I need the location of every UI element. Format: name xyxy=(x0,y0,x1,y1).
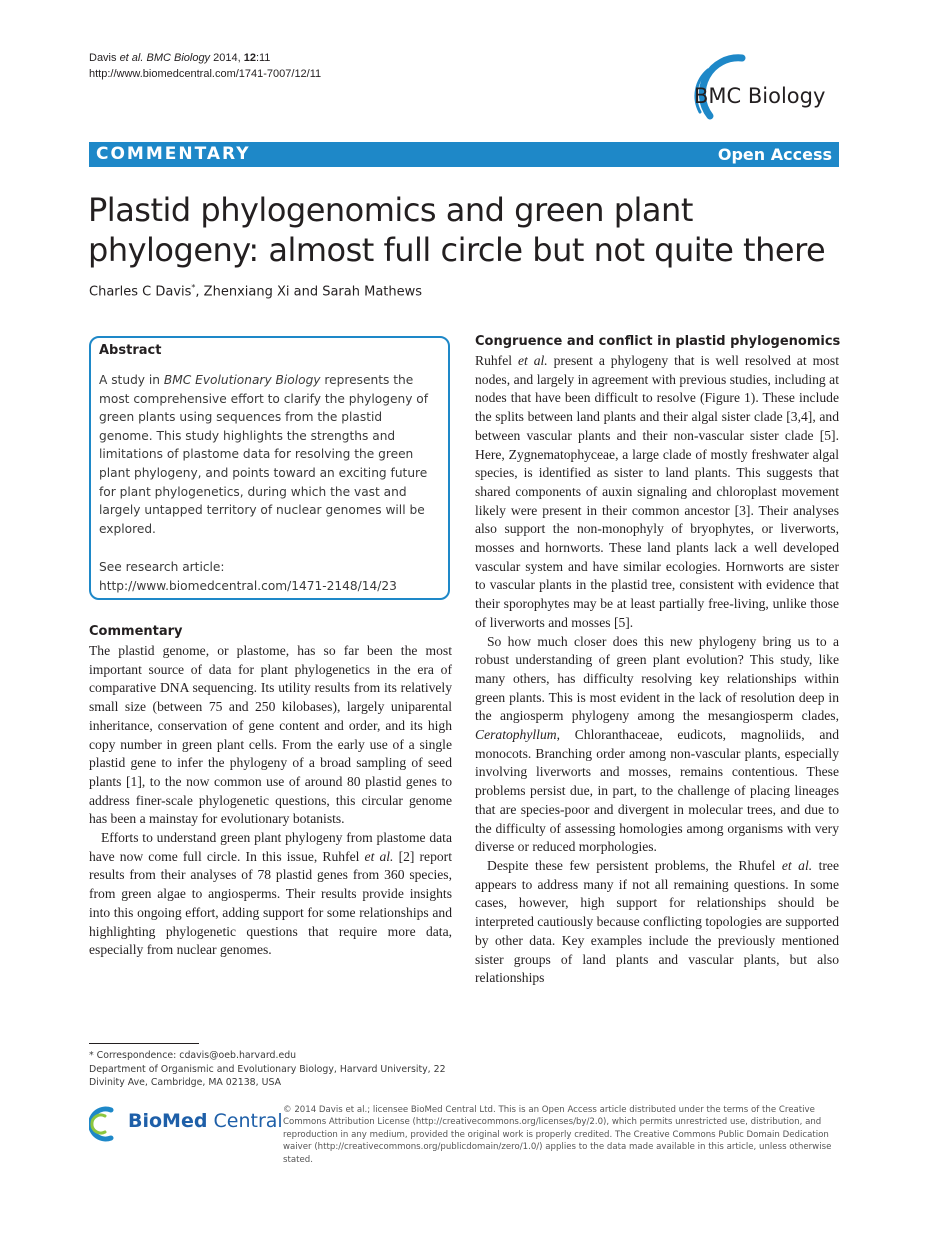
open-access-label: Open Access xyxy=(717,145,832,164)
commentary-body xyxy=(89,642,452,960)
footnote-divider xyxy=(89,1043,199,1044)
author-affiliation: Department of Organismic and Evolutionary Biology, Harvard University, 22 Divinity Ave, Cambridge, MA 02138, USA xyxy=(89,1063,446,1088)
see-research-article xyxy=(99,558,434,595)
biomed-central-wordmark: BioMed Central xyxy=(128,1110,283,1132)
congruence-body xyxy=(475,352,839,988)
article-type-label: COMMENTARY xyxy=(96,144,251,164)
article-url[interactable]: http://www.biomedcentral.com/1741-7007/12/11 xyxy=(89,68,322,80)
author-list: Charles C Davis*, Zhenxiang Xi and Sarah Mathews xyxy=(89,283,423,300)
title-line-1: Plastid phylogenomics and green plant xyxy=(88,191,693,229)
article-title xyxy=(88,190,848,270)
see-label: See research article: xyxy=(99,560,225,574)
congruence-heading: Congruence and conflict in plastid phylogenomics xyxy=(475,334,841,349)
journal-logo-text: BMC Biology xyxy=(694,84,826,108)
license-statement: © 2014 Davis et al.; licensee BioMed Central Ltd. This is an Open Access article distributed under the terms of the Creative Commons Attribution License (http://creativecommons.org/licenses/by/2.0), which permits unrestricted use, distribution, and reproduction in any medium, provided the original work is properly credited. The Creative Commons Public Domain Dedication waiver (http://creativecommons.org/publicdomain/zero/1.0/) applies to the data made available in this article, unless otherwise stated. xyxy=(283,1105,832,1165)
abstract-text: A study in BMC Evolutionary Biology represents the most comprehensive effort to clarify the phylogeny of green plants using sequences from the plastid genome. This study highlights the strengths and limitations of plastome data for resolving the green plant phylogeny, and points toward an exciting future for plant phylogenetics, during which the vast and largely untapped territory of nuclear genomes will be explored. xyxy=(99,373,429,536)
title-line-2: phylogeny: almost full circle but not quite there xyxy=(88,231,826,269)
correspondence-email[interactable]: * Correspondence: cdavis@oeb.harvard.edu xyxy=(89,1050,297,1061)
research-article-link[interactable]: http://www.biomedcentral.com/1471-2148/14/23 xyxy=(99,578,397,593)
citation-line: Davis et al. BMC Biology 2014, 12:11 xyxy=(89,52,271,64)
footnote xyxy=(89,1049,452,1090)
congruence-paragraph-1: Ruhfel et al. present a phylogeny that is well resolved at most nodes, and largely in agreement with previous studies, including at nodes that have been difficult to resolve (Figure 1). These include the splits between land plants and their algal sister clade [3,4], and between vascular plants and their non-vascular sister clade [5]. Here, Zygnematophyceae, a large clade of mostly freshwater algal species, is identified as sister to land plants. This suggests that shared components of auxin signaling and chloroplast movement likely were present in their common ancestor [3]. Their analyses also support the non-monophyly of bryophytes, or liverworts, mosses and hornworts. These land plants lack a well developed vascular system and have similar ecologies. Hornworts are sister to vascular plants in the plastid tree, consistent with evidence that their sporophytes may be at least partially free-living, unlike those of liverworts and mosses [5]. xyxy=(475,353,840,630)
commentary-heading: Commentary xyxy=(89,624,183,639)
abstract-heading: Abstract xyxy=(99,343,162,358)
congruence-paragraph-2: So how much closer does this new phylogeny bring us to a robust understanding of green plant evolution? This study, like many others, has difficulty resolving key relationships within green plants. This is most evident in the lack of resolution deep in the angiosperm phylogeny among the mesangiosperm clades, Ceratophyllum, Chloranthaceae, eudicots, magnoliids, and monocots. Branching order among non-vascular plants, especially involving liverworts and mosses, remains contentious. These problems persist due, in part, to the challenge of placing lineages that are species-poor and divergent in molecular trees, and due to the difficulty of assessing homologies among organisms with very diverse or reduced morphologies. xyxy=(475,633,839,855)
commentary-paragraph-1: The plastid genome, or plastome, has so far been the most important source of data for plant phylogenetics in the era of comparative DNA sequencing. Its utility results from its relatively small size (between 75 and 250 kilobases), largely uniparental inheritance, conservation of gene content and order, and its high copy number in green plant cells. From the early use of a single plastid gene to infer the phylogeny of a broad sampling of seed plants [1], to the now common use of around 80 plastid genes to address finer-scale phylogenetic questions, this circular genome has been a mainstay for evolutionary botanists. xyxy=(89,643,452,827)
congruence-paragraph-3: Despite these few persistent problems, the Rhufel et al. tree appears to address many if not all remaining questions. In some cases, however, high support for relationships should be interpreted cautiously because conflicting topologies are supported by other data. Key examples include the previously mentioned sister groups of land plants and vascular plants, but also relationships xyxy=(475,857,839,986)
commentary-paragraph-2: Efforts to understand green plant phylogeny from plastome data have now come full circle. In this issue, Ruhfel et al. [2] report results from their analyses of 78 plastid genes from 360 species, from green algae to angiosperms. Their results provide insights into this ongoing effort, adding support for some relationships and highlighting phylogenetic questions that require more data, especially from nuclear genomes. xyxy=(89,830,452,958)
citation-header xyxy=(89,50,321,82)
